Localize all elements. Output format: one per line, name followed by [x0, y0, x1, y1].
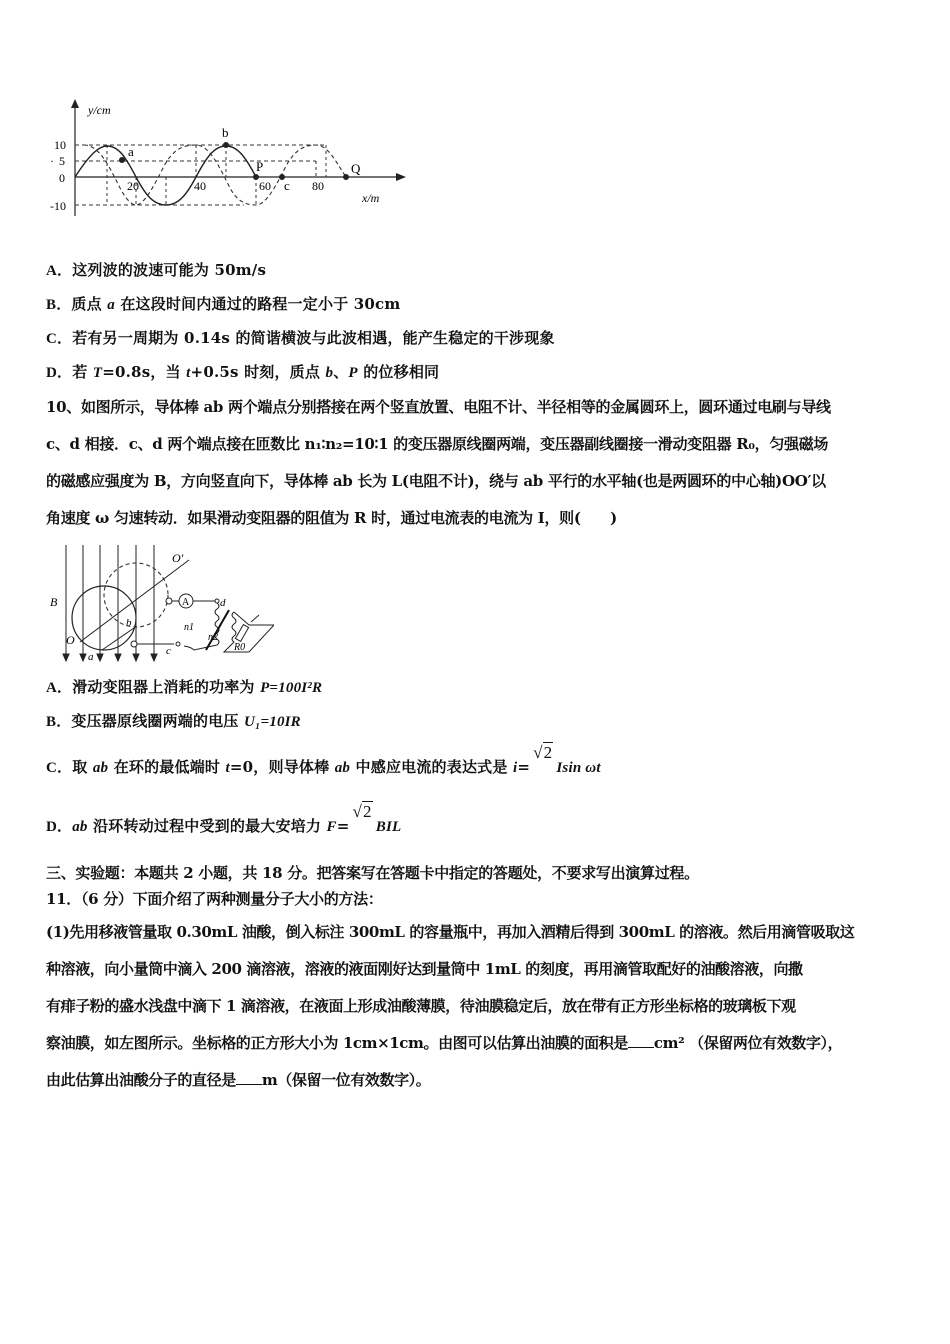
- point-label: c: [284, 178, 290, 193]
- variable: ab: [72, 819, 88, 835]
- variable: b: [325, 365, 334, 381]
- sqrt-symbol: √2: [352, 802, 372, 821]
- variable: F: [326, 819, 337, 835]
- x-tick: 20: [127, 179, 139, 193]
- option-text: =0，则导体棒: [229, 758, 335, 776]
- option-label: C．: [46, 760, 73, 776]
- paragraph-text: cm² （保留两位有效数字），: [653, 1034, 843, 1052]
- y-tick: -10: [50, 199, 66, 213]
- variable: i: [512, 760, 518, 776]
- label-a: a: [88, 651, 94, 663]
- label-O: O: [66, 633, 75, 647]
- q11-paragraph-line3: 有痱子粉的盛水浅盘中滴下 1 滴溶液，在液面上形成油酸薄膜，待油膜稳定后，放在带有正方形坐标格的玻璃板下观: [46, 997, 796, 1015]
- label-R0: R0: [234, 642, 246, 653]
- circuit-figure: [44, 540, 274, 665]
- q11-paragraph-line5: [46, 1070, 430, 1090]
- option-label: A．: [46, 680, 73, 696]
- q10-option-b: [46, 711, 301, 732]
- option-text: 在这段时间内通过的路程一定小于 30cm: [114, 295, 401, 313]
- sqrt-symbol: √2: [533, 743, 553, 762]
- option-text: +0.5s 时刻，质点: [190, 363, 326, 381]
- wave-figure: [44, 96, 414, 221]
- sqrt-value: 2: [543, 743, 553, 762]
- x-tick: 40: [194, 179, 206, 193]
- answer-blank-area[interactable]: [628, 1033, 654, 1048]
- q10-option-d: [46, 802, 402, 837]
- y-tick: 0: [59, 171, 65, 185]
- ammeter-label: A: [182, 597, 190, 608]
- q9-option-d: [46, 362, 439, 383]
- q11-paragraph-line2: 种溶液，向小量筒中滴入 200 滴溶液，溶液的液面刚好达到量筒中 1mL 的刻度，再用滴管取配好的油酸溶液，向撒: [46, 960, 803, 978]
- q10-option-a: [46, 677, 322, 698]
- formula: BIL: [375, 819, 402, 835]
- option-text: 质点: [71, 295, 108, 313]
- point-label: Q: [351, 161, 361, 176]
- q10-stem-line3: 的磁感应强度为 B，方向竖直向下，导体棒 ab 长为 L(电阻不计)，绕与 ab 平行的水平轴(也是两圆环的中心轴)OO′以: [46, 472, 826, 490]
- label-n1: n1: [184, 622, 194, 633]
- point-label: P: [256, 159, 264, 174]
- q9-option-a: [46, 260, 266, 281]
- q11-title: 11．（6 分）下面介绍了两种测量分子大小的方法：: [46, 890, 383, 908]
- option-text: 在环的最低端时: [108, 758, 226, 776]
- option-text: 、: [333, 363, 349, 381]
- variable: ab: [92, 760, 109, 776]
- label-B: B: [50, 595, 58, 609]
- variable: a: [107, 297, 115, 313]
- formula: U₁=10IR: [244, 714, 301, 730]
- x-tick: 80: [312, 179, 324, 193]
- option-label: B．: [46, 297, 72, 313]
- q10-stem-line1: 10、如图所示，导体棒 ab 两个端点分别搭接在两个竖直放置、电阻不计、半径相等的金属圆环上，圆环通过电刷与导线: [46, 398, 831, 416]
- formula: Isin ωt: [556, 760, 601, 776]
- paragraph-text: 察油膜，如左图所示。坐标格的正方形大小为 1cm×1cm。由图可以估算出油膜的面积是: [46, 1034, 628, 1052]
- option-label: D．: [46, 819, 73, 835]
- option-text: 这列波的波速可能为 50m/s: [72, 261, 267, 279]
- q9-option-c: [46, 328, 555, 349]
- y-tick: 5: [59, 154, 65, 168]
- variable: P: [348, 365, 358, 381]
- label-b: b: [126, 617, 132, 629]
- q11-paragraph-line1: (1)先用移液管量取 0.30mL 油酸，倒入标注 300mL 的容量瓶中，再加入酒精后得到 300mL 的溶液。然后用滴管吸取这: [46, 923, 855, 941]
- q10-option-c: [46, 743, 601, 778]
- formula: P=100I²R: [260, 680, 323, 696]
- label-n2: n2: [208, 632, 218, 643]
- label-c: c: [166, 645, 171, 657]
- q10-stem-line4: 角速度 ω 匀速转动．如果滑动变阻器的阻值为 R 时，通过电流表的电流为 I，则( ): [46, 509, 617, 527]
- option-text: 沿环转动过程中受到的最大安培力: [87, 817, 327, 835]
- option-text: 滑动变阻器上消耗的功率为: [72, 678, 261, 696]
- option-label: C．: [46, 331, 73, 347]
- point-label: b: [222, 125, 229, 140]
- q11-paragraph-line4: [46, 1033, 842, 1053]
- option-label: A．: [46, 263, 73, 279]
- option-label: B．: [46, 714, 72, 730]
- variable: t: [225, 760, 230, 776]
- sqrt-value: 2: [363, 802, 372, 821]
- option-text: 变压器原线圈两端的电压: [71, 712, 245, 730]
- y-tick: 10: [54, 138, 66, 152]
- paragraph-text: 由此估算出油酸分子的直径是: [46, 1071, 236, 1089]
- answer-blank-diameter[interactable]: [236, 1070, 262, 1085]
- option-text: 中感应电流的表达式是: [350, 758, 513, 776]
- option-text: 若: [72, 363, 93, 381]
- label-O-prime: O′: [172, 551, 184, 565]
- variable: t: [186, 365, 191, 381]
- option-text: 若有另一周期为 0.14s 的简谐横波与此波相遇，能产生稳定的干涉现象: [72, 329, 555, 347]
- option-label: D．: [46, 365, 73, 381]
- label-d: d: [220, 597, 226, 609]
- equals: =: [336, 817, 350, 835]
- paragraph-text: m（保留一位有效数字）。: [261, 1071, 431, 1089]
- variable: ab: [334, 760, 351, 776]
- x-tick: 60: [259, 179, 271, 193]
- equals: =: [517, 758, 531, 776]
- x-axis-label: x/m: [362, 191, 380, 205]
- q9-option-b: [46, 294, 400, 315]
- y-axis-label: y/cm: [88, 103, 111, 117]
- variable: T: [92, 365, 103, 381]
- point-label: a: [128, 144, 134, 159]
- q10-stem-line2: c、d 相接．c、d 两个端点接在匝数比 n₁∶n₂=10∶1 的变压器原线圈两端，变压器副线圈接一滑动变阻器 R₀，匀强磁场: [46, 435, 829, 453]
- y-tick: ·: [50, 154, 54, 168]
- option-text: 取: [72, 758, 93, 776]
- option-text: =0.8s，当: [102, 363, 187, 381]
- option-text: 的位移相同: [357, 363, 440, 381]
- section3-header: 三、实验题：本题共 2 小题，共 18 分。把答案写在答题卡中指定的答题处，不要求写出演算过程。: [46, 864, 699, 882]
